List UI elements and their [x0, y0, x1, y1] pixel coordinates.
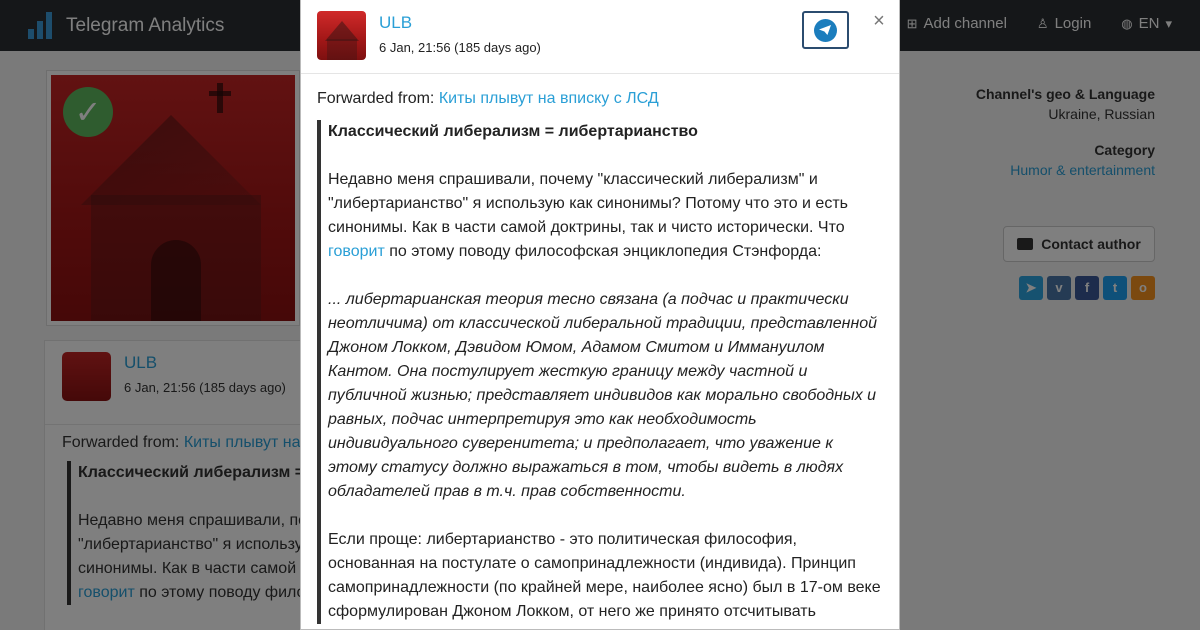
message-line: Если проще: либертарианство - это политическая философия,: [328, 531, 797, 548]
message-line: самопринадлежности (по крайней мере, наиболее ясно) был в 17-ом веке: [328, 579, 881, 596]
forwarded-from: [317, 90, 887, 116]
message-quote: Классический либерализм = либертарианство Недавно меня спрашивали, почему "классический либерализм" и "либертарианство" я использую как синонимы? Потому что это и есть синонимы. Как в части самой доктрины, так и чисто исторически. Что говорит по этому поводу философская энциклопедия Стэнфорда: ... либертарианская теория тесно связана (а подчас и практически неотличима) от классической либеральной традиции, представленной Джоном Локком, Дэвидом Юмом, Адамом Смитом и Иммануилом Кантом. Она постулирует жесткую границу между частной и публичной жизнью; представляет индивидов как морально свободных и равных, подчас интерпретируя это как необходимость индивидуального суверенитета; и предполагает, что уважение к этому статусу должно выражаться в том, чтобы видеть в людях обладателей прав в т.ч. прав собственности. Если проще: либертарианство - это политическая философия, основанная на постулате о самопринадлежности (индивида). Принцип самопринадлежности (по крайней мере, наиболее ясно) был в 17-ом веке сформулирован Джоном Локком, от него же принято отсчитывать: [317, 120, 887, 624]
quote-line: ... либертарианская теория тесно связана (а подчас и практически: [328, 291, 849, 308]
message-inline-link[interactable]: говорит: [328, 243, 385, 260]
close-icon[interactable]: ×: [873, 10, 885, 32]
message-line: синонимы. Как в части самой доктрины, так и чисто исторически. Что: [328, 219, 845, 236]
message-line: "либертарианство" я использую как синонимы? Потому что это и есть: [328, 195, 848, 212]
modal-channel-avatar[interactable]: [317, 11, 366, 60]
message-line: сформулирован Джоном Локком, от него же принято отсчитывать: [328, 603, 816, 620]
modal-channel-link[interactable]: ULB: [379, 13, 413, 32]
modal-header: [301, 0, 899, 74]
quote-line: индивидуального суверенитета; и предполагает, что уважение к: [328, 435, 833, 452]
telegram-icon: [814, 19, 837, 42]
quote-line: этому статусу должно выражаться в том, чтобы видеть в людях: [328, 459, 844, 476]
message-title: Классический либерализм = либертарианство: [328, 123, 698, 140]
quote-line: обладателей прав в т.ч. прав собственности.: [328, 483, 686, 500]
quote-line: публичной жизнью; представляет индивидов как морально свободных и: [328, 387, 877, 404]
quote-line: Кантом. Она постулирует жесткую границу между частной и: [328, 363, 808, 380]
open-in-telegram-button[interactable]: [802, 11, 849, 49]
forwarded-label: Forwarded from:: [317, 90, 435, 107]
forwarded-source-link[interactable]: Киты плывут на вписку с ЛСД: [438, 90, 659, 107]
modal-body: [317, 90, 887, 624]
message-line: основанная на постулате о самопринадлежности (индивида). Принцип: [328, 555, 856, 572]
message-line: Недавно меня спрашивали, почему "классический либерализм" и: [328, 171, 818, 188]
quote-line: Джоном Локком, Дэвидом Юмом, Адамом Смитом и Иммануилом: [328, 339, 825, 356]
post-modal: [300, 0, 900, 630]
quote-line: неотличима) от классической либеральной традиции, представленной: [328, 315, 878, 332]
modal-post-date: 6 Jan, 21:56 (185 days ago): [379, 40, 541, 55]
quote-line: равных, подчас интерпретируя это как необходимость: [328, 411, 757, 428]
